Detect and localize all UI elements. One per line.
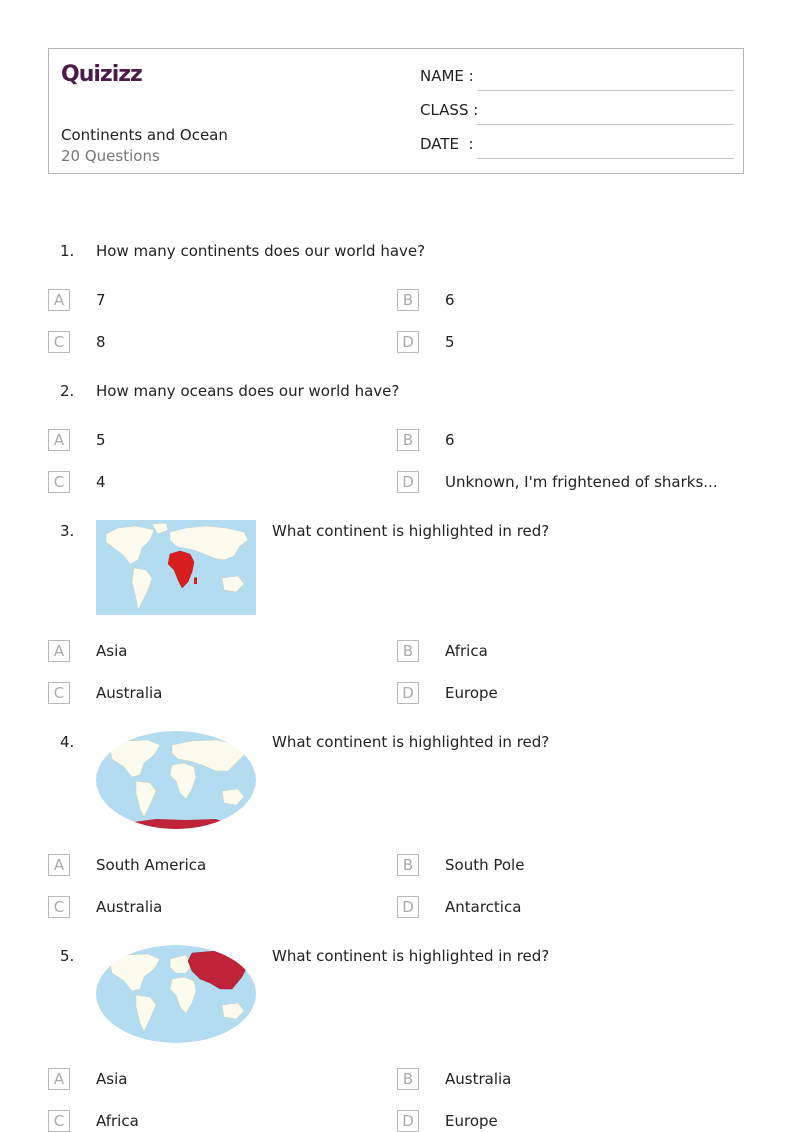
option-letter[interactable]: C — [48, 471, 70, 493]
class-field[interactable] — [420, 101, 734, 125]
option-text: 4 — [96, 473, 106, 491]
option-letter[interactable]: A — [48, 289, 70, 311]
name-label: NAME : — [420, 67, 474, 85]
world-map-africa-image — [96, 520, 256, 615]
option-text: Asia — [96, 642, 128, 660]
option-letter[interactable]: A — [48, 429, 70, 451]
option-text: 6 — [445, 431, 455, 449]
option-text: Africa — [96, 1112, 139, 1130]
quizizz-logo — [61, 59, 151, 87]
option-text: 7 — [96, 291, 106, 309]
option-text: 6 — [445, 291, 455, 309]
option-text: South Pole — [445, 856, 525, 874]
worksheet-title: Continents and Ocean — [61, 126, 228, 144]
class-label: CLASS : — [420, 101, 479, 119]
option-letter[interactable]: C — [48, 331, 70, 353]
option-text: Africa — [445, 642, 488, 660]
class-line[interactable] — [477, 124, 734, 125]
name-line[interactable] — [477, 90, 734, 91]
option-letter[interactable]: A — [48, 1068, 70, 1090]
option-letter[interactable]: A — [48, 854, 70, 876]
option-letter[interactable]: B — [397, 640, 419, 662]
world-map-asia-image — [96, 945, 256, 1043]
option-letter[interactable]: D — [397, 1110, 419, 1132]
question-text: What continent is highlighted in red? — [272, 522, 550, 540]
option-text: South America — [96, 856, 207, 874]
date-field[interactable] — [420, 135, 734, 159]
question-text: How many oceans does our world have? — [96, 382, 400, 400]
question-text: How many continents does our world have? — [96, 242, 426, 260]
option-text: Asia — [96, 1070, 128, 1088]
option-text: Europe — [445, 684, 498, 702]
option-letter[interactable]: B — [397, 289, 419, 311]
option-letter[interactable]: B — [397, 1068, 419, 1090]
world-map-antarctica-image — [96, 731, 256, 829]
question-number: 2. — [60, 382, 75, 400]
option-text: Antarctica — [445, 898, 522, 916]
option-text: 5 — [445, 333, 455, 351]
question-number: 4. — [60, 733, 75, 751]
option-letter[interactable]: D — [397, 896, 419, 918]
brand-text: Quizizz — [61, 62, 142, 87]
question-number: 5. — [60, 947, 75, 965]
option-letter[interactable]: C — [48, 682, 70, 704]
date-label: DATE : — [420, 135, 474, 153]
option-text: Australia — [96, 684, 163, 702]
option-text: Europe — [445, 1112, 498, 1130]
question-number: 1. — [60, 242, 75, 260]
landmass-madagascar — [194, 577, 197, 584]
date-line[interactable] — [477, 158, 734, 159]
option-text: Unknown, I'm frightened of sharks... — [445, 473, 718, 491]
option-text: 8 — [96, 333, 106, 351]
option-text: 5 — [96, 431, 106, 449]
question-number: 3. — [60, 522, 75, 540]
option-text: Australia — [445, 1070, 512, 1088]
option-letter[interactable]: C — [48, 896, 70, 918]
question-text: What continent is highlighted in red? — [272, 947, 550, 965]
name-field[interactable] — [420, 67, 734, 91]
option-letter[interactable]: B — [397, 429, 419, 451]
question-text: What continent is highlighted in red? — [272, 733, 550, 751]
option-letter[interactable]: D — [397, 682, 419, 704]
worksheet-header — [48, 48, 744, 174]
option-text: Australia — [96, 898, 163, 916]
question-count: 20 Questions — [61, 147, 160, 165]
option-letter[interactable]: D — [397, 471, 419, 493]
option-letter[interactable]: A — [48, 640, 70, 662]
option-letter[interactable]: D — [397, 331, 419, 353]
option-letter[interactable]: B — [397, 854, 419, 876]
option-letter[interactable]: C — [48, 1110, 70, 1132]
